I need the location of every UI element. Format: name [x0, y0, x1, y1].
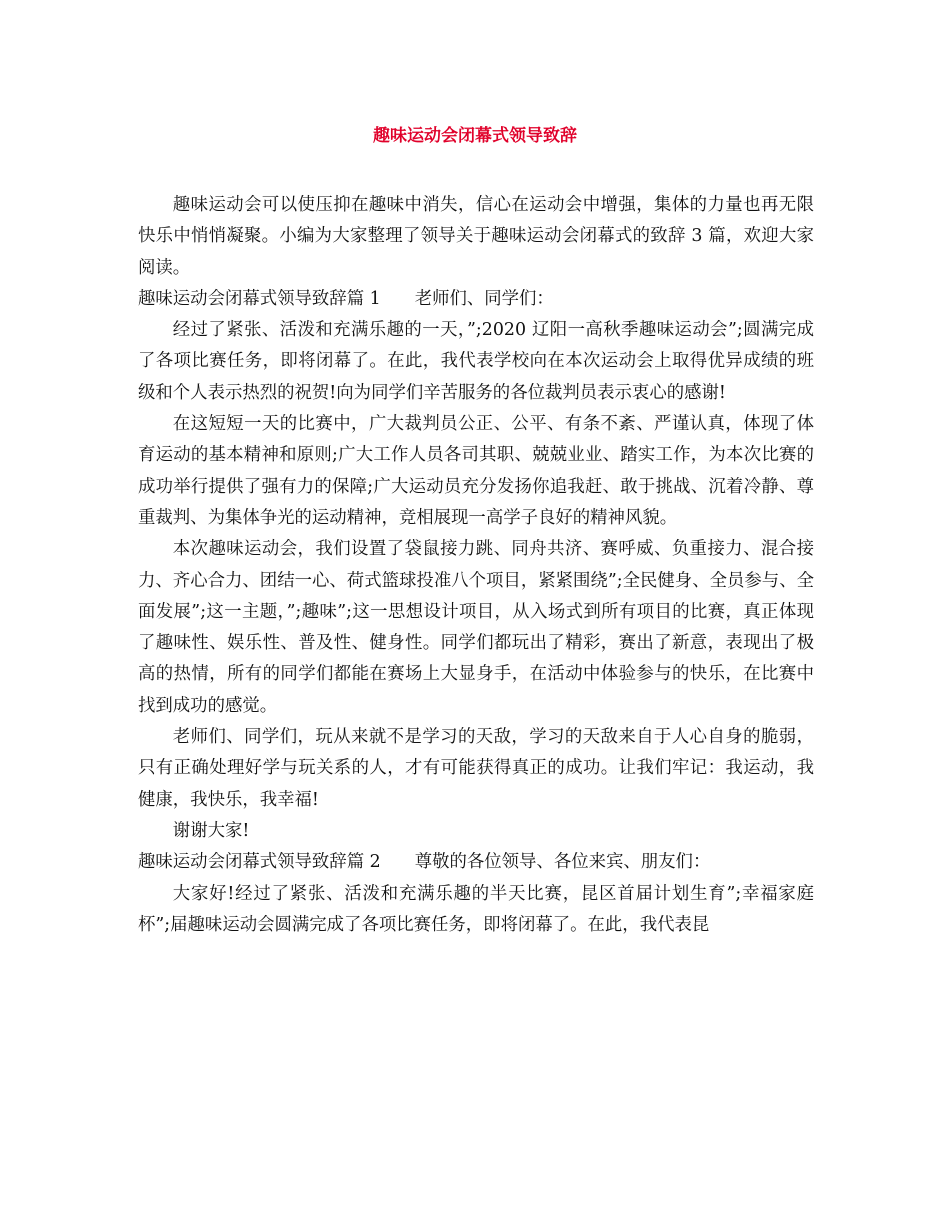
document-title: 趣味运动会闭幕式领导致辞	[373, 126, 577, 146]
section-2-heading: 趣味运动会闭幕式领导致辞篇 2	[138, 852, 381, 873]
intro-paragraph: 趣味运动会可以使压抑在趣味中消失，信心在运动会中增强，集体的力量也再无限快乐中悄悄凝聚。小编为大家整理了领导关于趣味运动会闭幕式的致辞 3 篇，欢迎大家阅读。	[138, 195, 814, 278]
section-1-paragraph: 老师们、同学们，玩从来就不是学习的天敌，学习的天敌来自于人心自身的脆弱，只有正确处理好学与玩关系的人，才有可能获得真正的成功。让我们牢记：我运动，我健康，我快乐，我幸福!	[138, 727, 814, 810]
document-body	[138, 190, 814, 941]
section-1-paragraph: 本次趣味运动会，我们设置了袋鼠接力跳、同舟共济、赛呼威、负重接力、混合接力、齐心合力、团结一心、荷式篮球投准八个项目，紧紧围绕”;全民健身、全员参与、全面发展”;这一主题，”;趣味”;这一思想设计项目，从入场式到所有项目的比赛，真正体现了趣味性、娱乐性、普及性、健身性。同学们都玩出了精彩，赛出了新意，表现出了极高的热情，所有的同学们都能在赛场上大显身手，在活动中体验参与的快乐，在比赛中找到成功的感觉。	[138, 539, 814, 716]
section-1-paragraph: 在这短短一天的比赛中，广大裁判员公正、公平、有条不紊、严谨认真，体现了体育运动的基本精神和原则;广大工作人员各司其职、兢兢业业、踏实工作，为本次比赛的成功举行提供了强有力的保障;广大运动员充分发扬你追我赶、敢于挑战、沉着冷静、尊重裁判、为集体争光的运动精神，竞相展现一高学子良好的精神风貌。	[138, 414, 814, 528]
section-1-heading-line	[138, 284, 814, 315]
section-1-closing: 谢谢大家!	[172, 820, 250, 841]
section-1-salutation: 老师们、同学们：	[414, 288, 554, 309]
section-2-paragraph: 大家好!经过了紧张、活泼和充满乐趣的半天比赛，昆区首届计划生育”;幸福家庭杯”;届趣味运动会圆满完成了各项比赛任务，即将闭幕了。在此，我代表昆	[138, 883, 814, 935]
section-2-heading-line	[138, 847, 814, 878]
section-1-heading: 趣味运动会闭幕式领导致辞篇 1	[138, 288, 381, 309]
section-1-paragraph: 经过了紧张、活泼和充满乐趣的一天，”;2020 辽阳一高秋季趣味运动会”;圆满完成了各项比赛任务，即将闭幕了。在此，我代表学校向在本次运动会上取得优异成绩的班级和个人表示热烈的祝贺!向为同学们辛苦服务的各位裁判员表示衷心的感谢!	[138, 320, 814, 403]
section-2-salutation: 尊敬的各位领导、各位来宾、朋友们：	[414, 852, 711, 873]
